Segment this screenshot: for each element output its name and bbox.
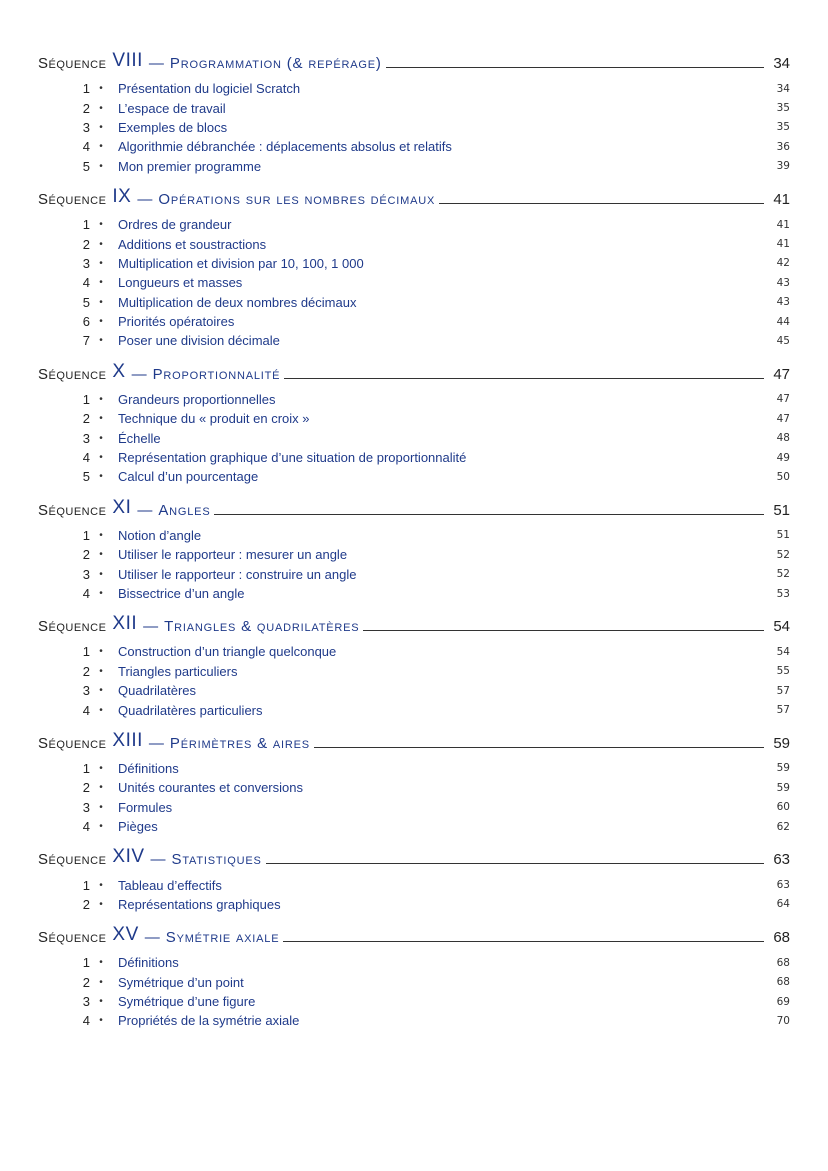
sequence-items [38,642,790,720]
entry-number: 5 [82,158,90,174]
sequence-page-number: 51 [773,501,790,519]
entry-number: 1 [82,760,90,776]
sequence-word: Séquence [38,929,107,947]
sequence-word: Séquence [38,55,107,72]
entry-page-number: 42 [776,257,790,270]
entry-page-number: 39 [776,160,790,173]
toc-entry[interactable] [38,992,790,1011]
entry-label: Construction d’un triangle quelconque [118,644,337,660]
bullet-icon: • [99,568,103,580]
entry-number: 1 [82,391,90,407]
bullet-icon: • [99,879,103,891]
toc-entry[interactable] [38,118,790,137]
entry-page-number: 64 [776,898,790,911]
bullet-icon: • [99,452,103,464]
entry-label: Quadrilatères [118,683,197,699]
entry-page-number: 59 [776,762,790,775]
entry-page-number: 70 [776,1014,790,1027]
sequence-heading[interactable] [38,730,790,752]
sequence-number: XIII [112,729,143,751]
entry-number: 1 [82,217,90,233]
toc-entry[interactable] [38,875,790,894]
bullet-icon: • [99,219,103,231]
entry-page-number: 43 [776,276,790,289]
bullet-icon: • [99,529,103,541]
leader-line [314,747,764,748]
entry-label: Propriétés de la symétrie axiale [118,1013,300,1029]
entry-page-number: 53 [776,587,790,600]
entry-label: Symétrique d’une figure [118,994,256,1010]
sequence-items [38,215,790,351]
entry-label: Calcul d’un pourcentage [118,469,259,485]
sequence-page-number: 47 [773,365,790,383]
entry-page-number: 55 [776,665,790,678]
sequence-items [38,953,790,1031]
entry-number: 3 [82,430,90,446]
toc-sequence [38,50,790,176]
toc-sequence [38,186,790,351]
toc-entry[interactable] [38,157,790,176]
entry-page-number: 48 [776,432,790,445]
entry-label: Technique du « produit en croix » [118,411,310,427]
entry-number: 1 [82,955,90,971]
toc-sequence [38,613,790,720]
sequence-page-number: 59 [773,734,790,752]
sequence-dash: — [148,55,164,72]
bullet-icon: • [99,471,103,483]
toc-sequence [38,497,790,604]
bullet-icon: • [99,141,103,153]
sequence-items [38,390,790,487]
entry-label: Symétrique d’un point [118,974,244,990]
sequence-heading[interactable] [38,497,790,519]
entry-number: 3 [82,119,90,135]
leader-line [283,941,764,942]
sequence-dash: — [148,734,164,752]
entry-page-number: 68 [776,956,790,969]
entry-number: 3 [82,683,90,699]
bullet-icon: • [99,665,103,677]
toc-entry[interactable] [38,234,790,253]
entry-label: Multiplication et division par 10, 100, 1 000 [118,255,364,271]
bullet-icon: • [99,588,103,599]
sequence-number: X [112,360,126,382]
toc-sequence [38,924,790,1031]
entry-number: 2 [82,100,90,116]
sequence-items [38,759,790,837]
sequence-title: Proportionnalité [152,365,281,383]
entry-label: Poser une division décimale [118,333,280,349]
entry-label: Exemples de blocs [118,119,228,135]
sequence-word: Séquence [38,851,107,869]
entry-number: 3 [82,255,90,271]
bullet-icon: • [99,277,103,289]
sequence-page-number: 63 [773,851,790,869]
entry-page-number: 44 [776,315,790,328]
entry-number: 2 [82,547,90,563]
bullet-icon: • [99,957,103,969]
entry-label: Représentations graphiques [118,896,281,912]
entry-number: 2 [82,896,90,912]
toc-sequence [38,730,790,837]
sequence-title: Programmation (& repérage) [169,55,382,72]
entry-number: 4 [82,586,90,601]
bullet-icon: • [99,1015,103,1027]
toc-sequence [38,846,790,914]
sequence-word: Séquence [38,501,107,519]
entry-label: Notion d’angle [118,527,202,543]
toc-entry[interactable] [38,778,790,797]
entry-label: Multiplication de deux nombres décimaux [118,294,357,310]
entry-label: Bissectrice d’un angle [118,586,245,601]
entry-page-number: 60 [776,801,790,814]
sequence-title: Triangles & quadrilatères [164,618,360,636]
toc-entry[interactable] [38,642,790,661]
sequence-title: Symétrie axiale [165,929,280,947]
bullet-icon: • [99,102,103,114]
sequence-items [38,526,790,604]
sequence-word: Séquence [38,365,107,383]
entry-page-number: 49 [776,451,790,464]
entry-label: Triangles particuliers [118,663,238,679]
entry-page-number: 35 [776,121,790,134]
bullet-icon: • [99,685,103,697]
bullet-icon: • [99,762,103,774]
entry-label: Utiliser le rapporteur : mesurer un angle [118,547,348,563]
entry-page-number: 68 [776,976,790,989]
entry-page-number: 45 [776,334,790,347]
sequence-dash: — [131,365,147,383]
bullet-icon: • [99,393,103,405]
sequence-title: Périmètres & aires [169,734,310,752]
entry-page-number: 52 [776,568,790,581]
bullet-icon: • [99,432,103,444]
entry-number: 2 [82,663,90,679]
sequence-page-number: 34 [773,55,790,72]
entry-page-number: 54 [776,645,790,658]
bullet-icon: • [99,121,103,133]
sequence-number: VIII [112,50,143,71]
bullet-icon: • [99,413,103,425]
toc-entry[interactable] [38,662,790,681]
entry-number: 1 [82,644,90,660]
sequence-heading[interactable] [38,186,790,208]
entry-page-number: 59 [776,781,790,794]
sequence-items [38,875,790,914]
entry-label: Ordres de grandeur [118,217,232,233]
bullet-icon: • [99,976,103,988]
toc-entry[interactable] [38,545,790,564]
sequence-dash: — [137,190,153,208]
entry-number: 1 [82,877,90,893]
toc-entry[interactable] [38,448,790,467]
entry-label: Utiliser le rapporteur : construire un angle [118,566,357,582]
bullet-icon: • [99,704,103,716]
sequence-title: Angles [158,501,211,519]
bullet-icon: • [99,238,103,250]
entry-label: Définitions [118,760,179,776]
table-of-contents [38,50,790,1041]
sequence-number: IX [112,185,132,207]
bullet-icon: • [99,549,103,561]
bullet-icon: • [99,801,103,813]
sequence-dash: — [144,929,160,947]
bullet-icon: • [99,821,103,833]
entry-number: 4 [82,819,90,835]
leader-line [214,514,764,515]
entry-page-number: 69 [776,995,790,1008]
toc-entry[interactable] [38,215,790,234]
entry-page-number: 52 [776,548,790,561]
toc-entry[interactable] [38,293,790,312]
leader-line [386,67,764,68]
entry-number: 4 [82,275,90,291]
sequence-heading[interactable] [38,924,790,946]
entry-label: Définitions [118,955,179,971]
sequence-number: XI [112,496,132,518]
sequence-word: Séquence [38,618,107,636]
entry-number: 2 [82,236,90,252]
toc-sequence [38,361,790,487]
sequence-dash: — [137,501,153,519]
entry-number: 4 [82,702,90,718]
entry-page-number: 57 [776,704,790,717]
toc-entry[interactable] [38,428,790,447]
entry-label: Formules [118,799,173,815]
toc-entry[interactable] [38,681,790,700]
toc-entry[interactable] [38,953,790,972]
toc-entry[interactable] [38,409,790,428]
toc-entry[interactable] [38,700,790,719]
toc-entry[interactable] [38,273,790,292]
toc-entry[interactable] [38,895,790,914]
toc-entry[interactable] [38,467,790,486]
entry-number: 5 [82,469,90,485]
sequence-heading[interactable] [38,361,790,383]
bullet-icon: • [99,296,103,308]
bullet-icon: • [99,335,103,347]
sequence-dash: — [143,618,159,636]
entry-number: 2 [82,780,90,796]
entry-page-number: 41 [776,218,790,231]
entry-number: 3 [82,994,90,1010]
sequence-items [38,79,790,176]
sequence-heading[interactable] [38,846,790,868]
bullet-icon: • [99,782,103,794]
sequence-page-number: 41 [773,190,790,208]
toc-entry[interactable] [38,312,790,331]
sequence-word: Séquence [38,190,107,208]
entry-page-number: 43 [776,296,790,309]
sequence-page-number: 68 [773,929,790,947]
sequence-dash: — [150,851,166,869]
entry-label: Algorithmie débranchée : déplacements absolus et relatifs [118,139,452,155]
entry-page-number: 41 [776,238,790,251]
toc-entry[interactable] [38,98,790,117]
entry-number: 2 [82,974,90,990]
bullet-icon: • [99,83,103,95]
sequence-heading[interactable] [38,613,790,635]
entry-label: Longueurs et masses [118,275,243,291]
entry-label: Échelle [118,430,161,446]
entry-page-number: 47 [776,393,790,406]
toc-entry[interactable] [38,137,790,156]
entry-number: 5 [82,294,90,310]
toc-entry[interactable] [38,759,790,778]
toc-entry[interactable] [38,390,790,409]
toc-entry[interactable] [38,526,790,545]
entry-label: Additions et soustractions [118,236,267,252]
toc-entry[interactable] [38,1011,790,1030]
toc-entry[interactable] [38,584,790,603]
toc-entry[interactable] [38,564,790,583]
bullet-icon: • [99,316,103,328]
toc-entry[interactable] [38,331,790,350]
toc-entry[interactable] [38,817,790,836]
entry-number: 1 [82,527,90,543]
entry-number: 4 [82,450,90,466]
sequence-number: XIV [112,846,145,868]
entry-page-number: 36 [776,140,790,153]
bullet-icon: • [99,160,103,172]
entry-number: 3 [82,566,90,582]
entry-label: Unités courantes et conversions [118,780,303,796]
bullet-icon: • [99,257,103,269]
sequence-page-number: 54 [773,618,790,636]
toc-entry[interactable] [38,254,790,273]
entry-page-number: 35 [776,102,790,115]
leader-line [363,630,764,631]
entry-number: 1 [82,81,90,97]
entry-page-number: 57 [776,684,790,697]
toc-entry[interactable] [38,973,790,992]
bullet-icon: • [99,898,103,910]
entry-label: Pièges [118,819,158,835]
leader-line [284,378,764,379]
entry-page-number: 51 [776,529,790,542]
sequence-title: Statistiques [171,851,262,869]
entry-number: 3 [82,799,90,815]
entry-label: Grandeurs proportionnelles [118,391,276,407]
entry-page-number: 47 [776,412,790,425]
entry-number: 2 [82,411,90,427]
entry-number: 4 [82,139,90,155]
leader-line [439,203,764,204]
leader-line [266,863,764,864]
entry-page-number: 62 [776,820,790,833]
sequence-title: Opérations sur les nombres décimaux [158,190,436,208]
entry-label: L’espace de travail [118,100,226,116]
entry-label: Priorités opératoires [118,314,235,330]
bullet-icon: • [99,646,103,658]
toc-entry[interactable] [38,79,790,98]
entry-number: 6 [82,314,90,330]
sequence-heading[interactable] [38,50,790,72]
entry-number: 4 [82,1013,90,1029]
entry-label: Mon premier programme [118,158,262,174]
entry-number: 7 [82,333,90,349]
bullet-icon: • [99,996,103,1008]
toc-entry[interactable] [38,798,790,817]
sequence-number: XV [112,924,139,946]
sequence-word: Séquence [38,734,107,752]
entry-page-number: 63 [776,879,790,892]
entry-page-number: 50 [776,470,790,483]
entry-label: Présentation du logiciel Scratch [118,81,301,97]
entry-label: Quadrilatères particuliers [118,702,263,718]
entry-label: Représentation graphique d’une situation de proportionnalité [118,450,467,466]
entry-label: Tableau d’effectifs [118,877,222,893]
entry-page-number: 34 [776,82,790,95]
sequence-number: XII [112,613,138,635]
